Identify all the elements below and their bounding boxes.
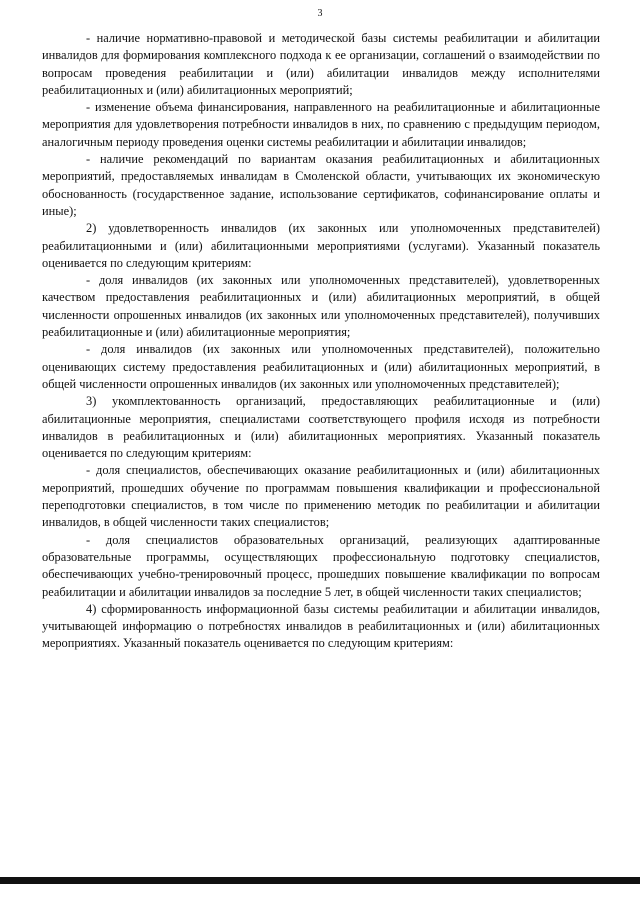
paragraph: 4) сформированность информационной базы системы реабилитации и абилитации инвалидов, учитывающей информацию о потребностях инвалидов в реабилитационных и (или) абилитационных мероприятиях. Указанный показатель оценивается по следующим критериям: (42, 601, 600, 651)
document-body (42, 30, 600, 653)
paragraph: 3) укомплектованность организаций, предоставляющих реабилитационные и (или) абилитационные мероприятия, специалистами соответствующего профиля исходя из потребности инвалидов в реабилитационных и (или) абилитационных мероприятиях. Указанный показатель оценивается по следующим критериям: (42, 394, 600, 461)
page-number: 3 (317, 8, 323, 19)
paragraph: - доля инвалидов (их законных или уполномоченных представителей), положительно оценивающих систему предоставления реабилитационных и (или) абилитационных мероприятий, в общей численности опрошенных инвалидов (их законных или уполномоченных представителей); (42, 342, 600, 391)
paragraph: 2) удовлетворенность инвалидов (их законных или уполномоченных представителей) реабилитационными и (или) абилитационными мероприятиями (услугами). Указанный показатель оценивается по следующим критериям: (42, 221, 600, 270)
paragraph: - изменение объема финансирования, направленного на реабилитационные и абилитационные мероприятия для удовлетворения потребности инвалидов в них, по сравнению с предыдущим периодом, аналогичным периоду проведения оценки системы реабилитации и абилитации инвалидов; (42, 100, 600, 149)
paragraph: - наличие рекомендаций по вариантам оказания реабилитационных и абилитационных мероприятий, предоставляемых инвалидам в Смоленской области, учитывающих их экономическую обоснованность (государственное задание, использование сертификатов, софинансирование оплаты и иные); (42, 152, 600, 218)
paragraph: - доля специалистов, обеспечивающих оказание реабилитационных и (или) абилитационных мероприятий, прошедших обучение по программам повышения квалификации и профессиональной переподготовки специалистов, в том числе по применению методик по реабилитации и абилитации инвалидов, в общей численности таких специалистов; (42, 463, 600, 530)
paragraph: - доля инвалидов (их законных или уполномоченных представителей), удовлетворенных качеством предоставления реабилитационных и (или) абилитационных мероприятий, в общей численности опрошенных инвалидов (их законных или уполномоченных представителей), получивших реабилитационные и (или) абилитационные мероприятия; (42, 273, 600, 340)
paragraph: - наличие нормативно-правовой и методической базы системы реабилитации и абилитации инвалидов для формирования комплексного подхода к ее организации, соглашений о взаимодействии по вопросам проведения реабилитации и (или) абилитации инвалидов между исполнителями реабилитационных и (или) абилитационных мероприятий; (42, 31, 600, 97)
paragraph: - доля специалистов образовательных организаций, реализующих адаптированные образовательные программы, осуществляющих профессиональную подготовку специалистов, обеспечивающих учебно-тренировочный процесс, прошедших повышение квалификации по вопросам реабилитации и абилитации инвалидов за последние 5 лет, в общей численности таких специалистов; (42, 532, 600, 599)
bottom-border-rule (0, 877, 640, 884)
